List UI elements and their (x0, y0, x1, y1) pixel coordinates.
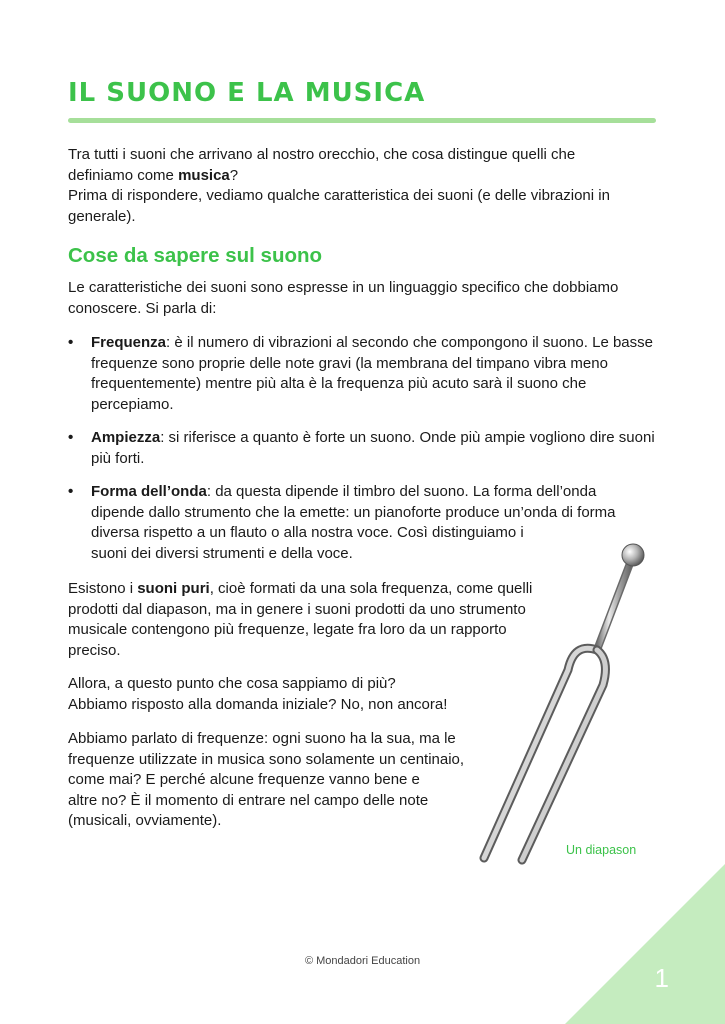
section-heading: Cose da sapere sul suono (68, 244, 323, 267)
page-number: 1 (654, 963, 669, 993)
closing-line-2: frequenze utilizzate in musica sono solamente un centinaio, (68, 750, 465, 768)
intro-bold-term: musica (178, 166, 230, 184)
term-frequenza: Frequenza (91, 334, 167, 351)
intro-text: Tra tutti i suoni che arrivano al nostro orecchio, che cosa distingue quelli che definiamo come (68, 146, 576, 184)
corner-decoration (565, 864, 725, 1024)
definition-frequenza: : è il numero di vibrazioni al secondo che compongono il suono. Le basse frequenze sono proprie delle note gravi (la membrana del timpano vibra meno frequentemente) mentre più alta è la frequenza più acuto sarà il suono che percepiamo. (91, 334, 653, 413)
closing-paragraph (68, 729, 464, 832)
pure-tones-line-4: preciso. (68, 641, 121, 659)
intro-paragraph-2: Prima di rispondere, vediamo qualche caratteristica dei suoni (e delle vibrazioni in generale). (68, 187, 610, 225)
pure-tones-text: Esistono i (68, 580, 138, 597)
question-line-2: Abbiamo risposto alla domanda iniziale? No, non ancora! (68, 695, 448, 713)
image-caption: Un diapason (566, 843, 637, 857)
page-title: IL SUONO E LA MUSICA (68, 78, 426, 108)
intro-paragraph-1 (68, 145, 628, 186)
term-ampiezza: Ampiezza (91, 429, 161, 446)
closing-line-1: Abbiamo parlato di frequenze: ogni suono ha la sua, ma le (68, 730, 456, 747)
question-paragraph (68, 674, 447, 715)
pure-tones-line-1 (68, 579, 532, 600)
tuning-fork-image (470, 540, 660, 865)
closing-line-3: come mai? E perché alcune frequenze vanno bene e (68, 771, 420, 788)
pure-tones-paragraph (68, 579, 532, 661)
definition-ampiezza: : si riferisce a quanto è forte un suono. Onde più ampie vogliono dire suoni più forti. (91, 429, 655, 467)
term-forma-onda: Forma dell’onda (91, 483, 207, 500)
pure-tones-bold-term: suoni puri (137, 580, 210, 597)
list-item-frequenza (68, 333, 658, 415)
closing-line-5: (musicali, ovviamente). (68, 812, 222, 829)
title-divider (68, 118, 656, 123)
intro-text-end: ? (229, 166, 239, 184)
pure-tones-line-3: musicale contengono più frequenze, legate fra loro da un rapporto (68, 621, 507, 638)
list-item-ampiezza (68, 428, 658, 469)
pure-tones-text-cont: , cioè formati da una sola frequenza, come quelli (209, 580, 533, 597)
copyright-footer: © Mondadori Education (304, 955, 421, 967)
pure-tones-line-2: prodotti dal diapason, ma in genere i suoni prodotti da uno strumento (68, 600, 526, 618)
definition-forma-onda-end: suoni dei diversi strumenti e della voce. (91, 544, 353, 562)
closing-line-4: altre no? È il momento di entrare nel campo delle note (68, 791, 429, 809)
question-line-1: Allora, a questo punto che cosa sappiamo di più? (68, 675, 396, 692)
definition-forma-onda: : da questa dipende il timbro del suono. La forma dell’onda dipende dallo strumento che la emette: un pianoforte produce un’onda di forma diversa rispetto a un flauto o alla nostra voce. Così distinguiamo i (91, 483, 616, 541)
definition-forma-onda-block (91, 482, 647, 544)
section-intro: Le caratteristiche dei suoni sono espresse in un linguaggio specifico che dobbiamo conoscere. Si parla di: (68, 279, 619, 317)
